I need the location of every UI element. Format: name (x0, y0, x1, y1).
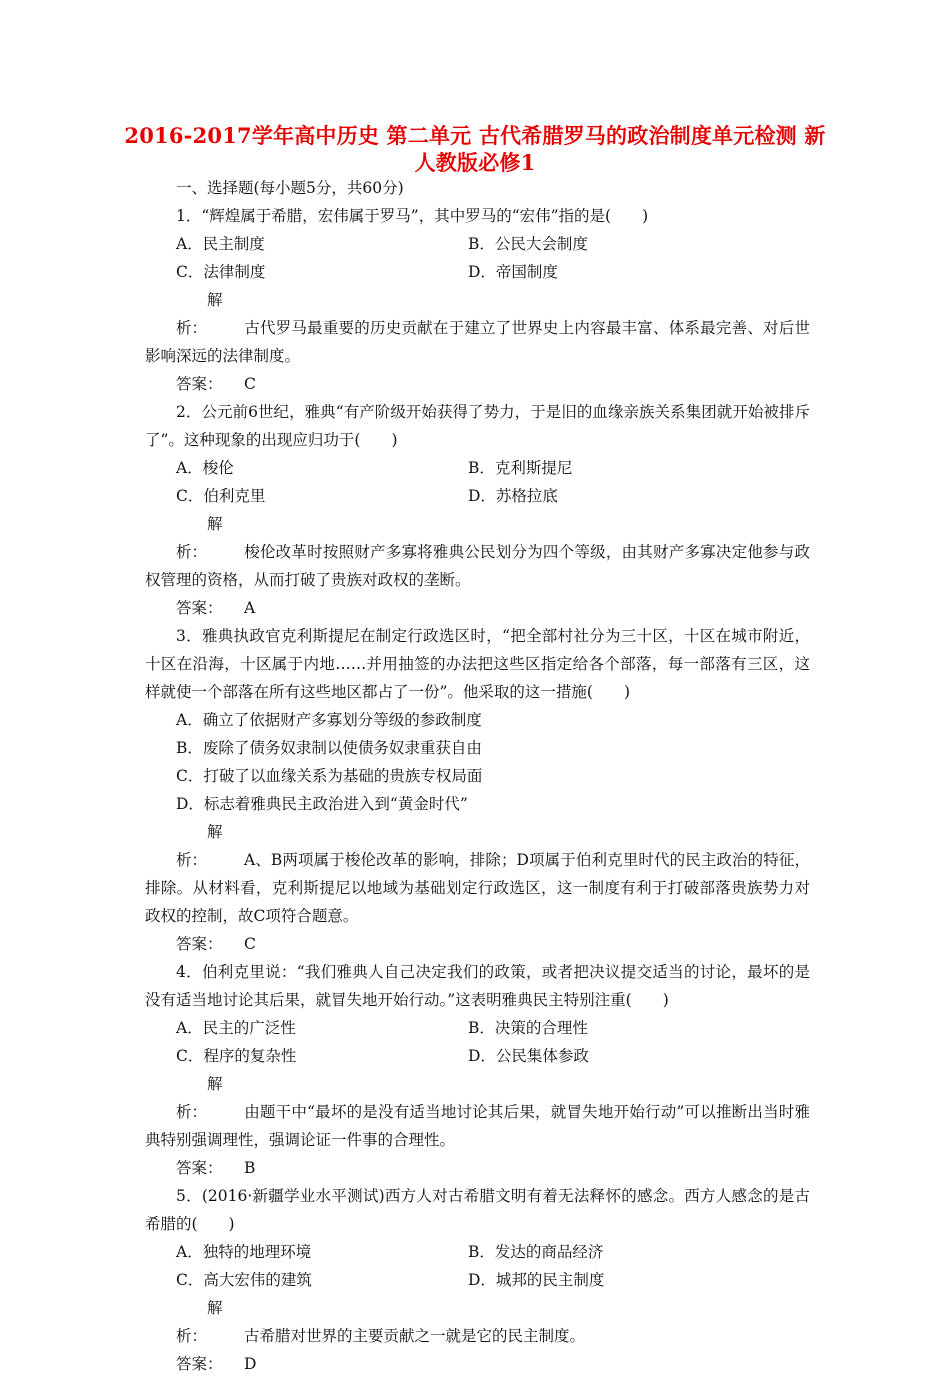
option-b: B．发达的商品经济 (468, 1243, 604, 1261)
question-stem: 4．伯利克里说：“我们雅典人自己决定我们的政策，或者把决议提交适当的讨论，最坏的是没有适当地讨论其后果，就冒失地开始行动。”这表明雅典民主特别注重( ) (145, 963, 810, 1009)
answer-value: D (244, 1355, 257, 1373)
analysis (145, 818, 810, 930)
answer-value: C (244, 935, 256, 953)
option-b: B．决策的合理性 (468, 1019, 588, 1037)
analysis (145, 1294, 810, 1350)
question-3 (145, 622, 810, 958)
option-row (145, 1042, 810, 1070)
option-row (145, 230, 810, 258)
analysis-text: A、B两项属于梭伦改革的影响，排除；D项属于伯利克里时代的民主政治的特征，排除。从材料看，克利斯提尼以地域为基础划定行政选区，这一制度有利于打破部落贵族势力对政权的控制，故C项符合题意。 (145, 851, 810, 925)
answer-value: A (244, 599, 256, 617)
option-d: D．公民集体参政 (468, 1047, 589, 1065)
analysis-label: 解析： (176, 291, 223, 337)
option-a: A．独特的地理环境 (176, 1243, 312, 1261)
option-row (145, 482, 810, 510)
option-row (145, 1266, 810, 1294)
question-1 (145, 202, 810, 398)
option-a: A．梭伦 (176, 459, 234, 477)
option-c: C．法律制度 (176, 263, 266, 281)
question-2 (145, 398, 810, 622)
analysis-text: 梭伦改革时按照财产多寡将雅典公民划分为四个等级，由其财产多寡决定他参与政权管理的资格，从而打破了贵族对政权的垄断。 (145, 543, 810, 589)
answer-label: 答案： (176, 1355, 223, 1373)
analysis-text: 古希腊对世界的主要贡献之一就是它的民主制度。 (244, 1327, 586, 1345)
analysis (145, 1070, 810, 1154)
answer-value: B (244, 1159, 256, 1177)
section-heading: 一、选择题(每小题5分，共60分) (176, 179, 404, 197)
document-title: 2016-2017学年高中历史 第二单元 古代希腊罗马的政治制度单元检测 新人教版必修1 (124, 123, 826, 175)
analysis-label: 解析： (176, 1299, 223, 1345)
answer (145, 1350, 810, 1378)
option-c: C．程序的复杂性 (176, 1047, 297, 1065)
option-row (145, 1014, 810, 1042)
option-b: B．公民大会制度 (468, 235, 588, 253)
option-c: C．伯利克里 (176, 487, 266, 505)
option-row (145, 258, 810, 286)
option-a: A．民主制度 (176, 235, 265, 253)
option-a: A．确立了依据财产多寡划分等级的参政制度 (176, 711, 482, 729)
answer-label: 答案： (176, 1159, 223, 1177)
analysis (145, 510, 810, 594)
option-b: B．废除了债务奴隶制以使债务奴隶重获自由 (176, 739, 482, 757)
option-c: C．打破了以血缘关系为基础的贵族专权局面 (176, 767, 483, 785)
analysis-text: 由题干中“最坏的是没有适当地讨论其后果，就冒失地开始行动”可以推断出当时雅典特别强调理性，强调论证一件事的合理性。 (145, 1103, 810, 1149)
answer-label: 答案： (176, 935, 223, 953)
analysis-label: 解析： (176, 1075, 223, 1121)
option-c: C．高大宏伟的建筑 (176, 1271, 312, 1289)
option-d: D．城邦的民主制度 (468, 1271, 605, 1289)
option-row (145, 1238, 810, 1266)
option-a: A．民主的广泛性 (176, 1019, 296, 1037)
analysis-label: 解析： (176, 823, 223, 869)
document-body (145, 174, 810, 1378)
answer (145, 930, 810, 958)
question-stem: 2．公元前6世纪，雅典“有产阶级开始获得了势力，于是旧的血缘亲族关系集团就开始被排斥了”。这种现象的出现应归功于( ) (145, 403, 810, 449)
answer-label: 答案： (176, 375, 223, 393)
option-b: B．克利斯提尼 (468, 459, 573, 477)
answer-label: 答案： (176, 599, 223, 617)
answer (145, 1154, 810, 1182)
option-d: D．苏格拉底 (468, 487, 558, 505)
option-d: D．帝国制度 (468, 263, 558, 281)
answer (145, 594, 810, 622)
question-4 (145, 958, 810, 1182)
option-row (145, 454, 810, 482)
answer (145, 370, 810, 398)
question-stem: 3．雅典执政官克利斯提尼在制定行政选区时，“把全部村社分为三十区，十区在城市附近，十区在沿海，十区属于内地……并用抽签的办法把这些区指定给各个部落，每一部落有三区，这样就使一个部落在所有这些地区都占了一份”。他采取的这一措施( ) (145, 627, 810, 701)
question-stem: 5．(2016·新疆学业水平测试)西方人对古希腊文明有着无法释怀的感念。西方人感念的是古希腊的( ) (145, 1187, 810, 1233)
analysis (145, 286, 810, 370)
analysis-text: 古代罗马最重要的历史贡献在于建立了世界史上内容最丰富、体系最完善、对后世影响深远的法律制度。 (145, 319, 810, 365)
analysis-label: 解析： (176, 515, 223, 561)
question-stem: 1．“辉煌属于希腊，宏伟属于罗马”，其中罗马的“宏伟”指的是( ) (176, 207, 649, 225)
answer-value: C (244, 375, 256, 393)
question-5 (145, 1182, 810, 1378)
option-d: D．标志着雅典民主政治进入到“黄金时代” (176, 795, 468, 813)
